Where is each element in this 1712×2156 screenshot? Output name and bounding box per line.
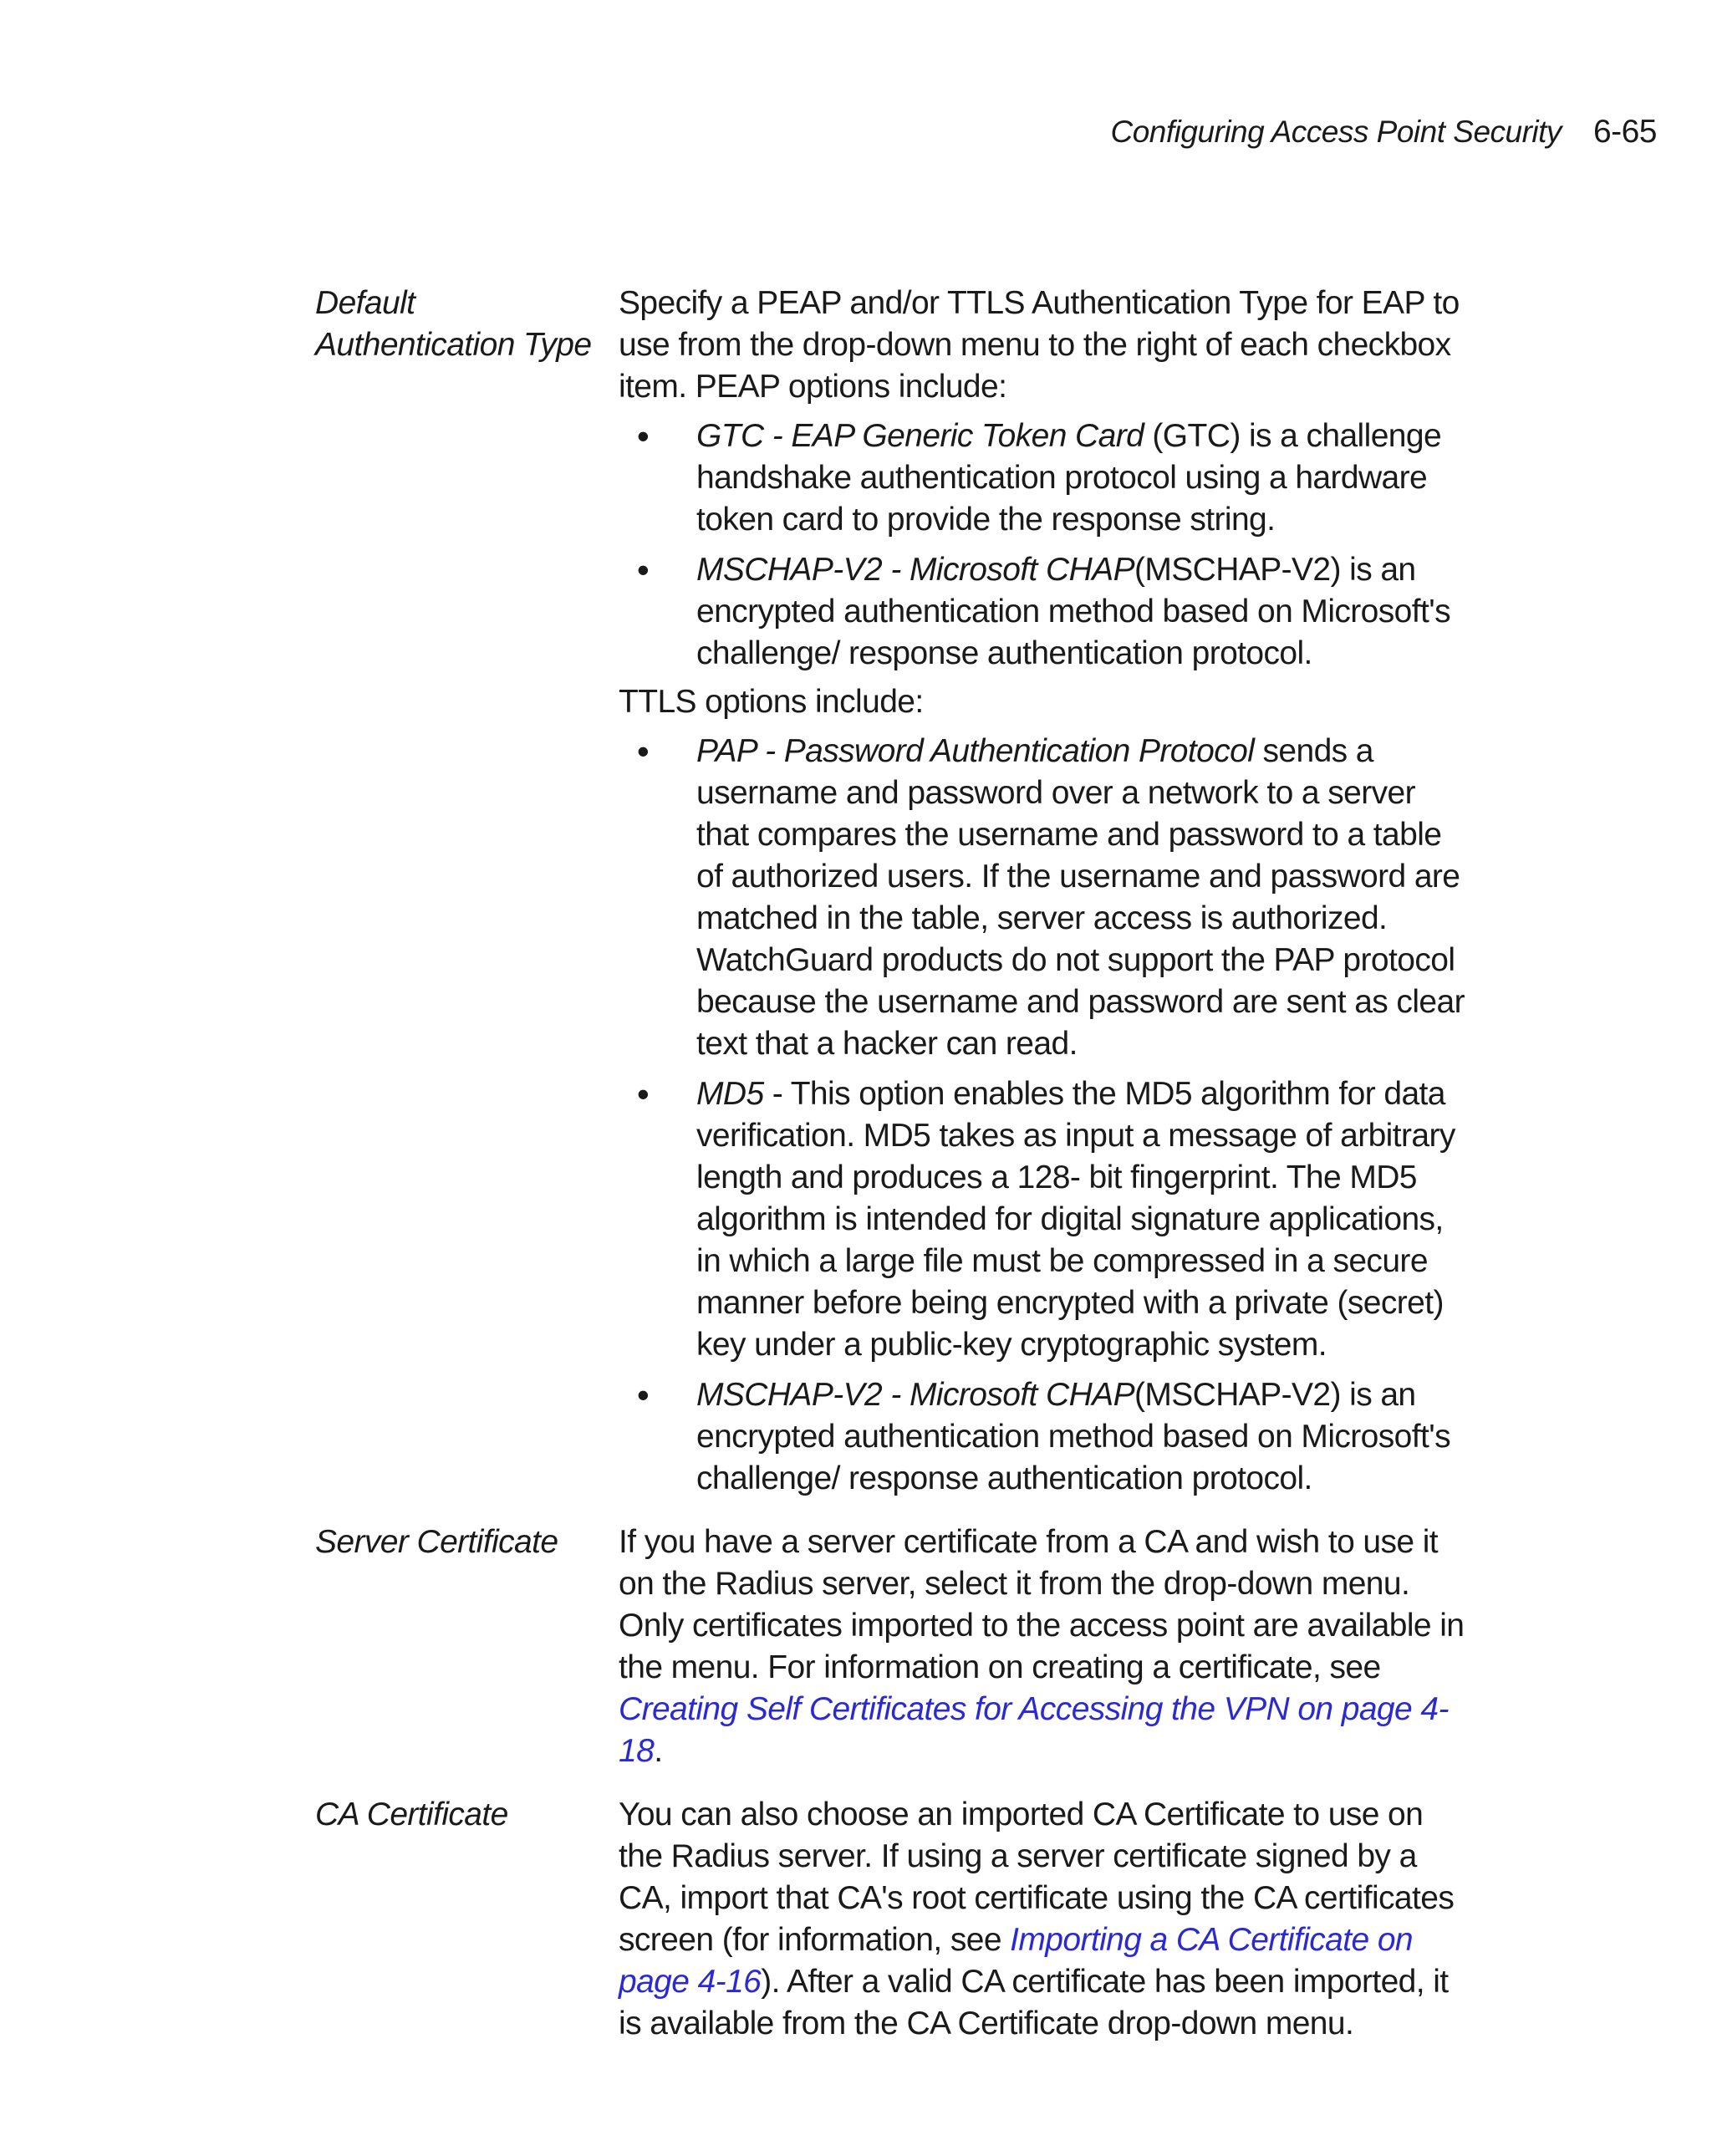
term-line: Default (315, 285, 415, 321)
option-text: (MSCHAP-V2) is an encrypted authentication method based on Microsoft's challenge/ response authentication protocol. (696, 552, 1450, 671)
list-item (619, 1073, 1469, 1366)
option-name: MSCHAP-V2 - Microsoft CHAP (696, 1377, 1134, 1413)
list-item (619, 1374, 1469, 1500)
option-text: (GTC) is a challenge handshake authentication protocol using a hardware token card to provide the response string. (696, 418, 1442, 538)
paragraph-text: If you have a server certificate from a CA and wish to use it on the Radius server, select it from the drop-down menu. Only certificates imported to the access point are available in the menu. For information on creating a certificate, see (619, 1524, 1465, 1685)
ttls-intro: TTLS options include: (619, 684, 924, 720)
option-name: PAP - Password Authentication Protocol (696, 733, 1255, 769)
option-text: (MSCHAP-V2) is an encrypted authentication method based on Microsoft's challenge/ response authentication protocol. (696, 1377, 1450, 1496)
term-ca-certificate: CA Certificate (315, 1797, 508, 1832)
option-name: MSCHAP-V2 - Microsoft CHAP (696, 552, 1134, 588)
running-header (1110, 114, 1657, 150)
term-default-authentication-type (315, 283, 619, 366)
option-text: - This option enables the MD5 algorithm for data verification. MD5 takes as input a message of arbitrary length and produces a 128- bit fingerprint. The MD5 algorithm is intended for digital signature applications, in which a large file must be compressed in a secure manner before being encrypted with a private (secret) key under a public-key cryptographic system. (696, 1076, 1455, 1363)
paragraph-text: . (654, 1733, 663, 1769)
page-number: 6-65 (1592, 114, 1657, 150)
description-ca-certificate (619, 1794, 1469, 2045)
list-item (619, 549, 1469, 675)
option-name: GTC - EAP Generic Token Card (696, 418, 1144, 454)
option-text: sends a username and password over a network to a server that compares the username and password to a table of authorized users. If the username and password are matched in the table, server access is authorized. WatchGuard products do not support the PAP protocol because the username and password are sent as clear text that a hacker can read. (696, 733, 1465, 1062)
entry-server-certificate (315, 1521, 1469, 1772)
paragraph-text: ). After a valid CA certificate has been imported, it is available from the CA Certificate drop-down menu. (619, 1964, 1449, 2041)
term-server-certificate: Server Certificate (315, 1524, 558, 1560)
ca-certificate-paragraph (619, 1794, 1469, 2045)
description-default-authentication-type (619, 283, 1469, 1500)
header-section-title: Configuring Access Point Security (1110, 115, 1562, 149)
peap-intro: Specify a PEAP and/or TTLS Authentication Type for EAP to use from the drop-down menu to the right of each checkbox item. PEAP options include: (619, 285, 1460, 405)
server-certificate-paragraph (619, 1521, 1469, 1772)
entry-default-authentication-type (315, 283, 1469, 1500)
entry-ca-certificate (315, 1794, 1469, 2045)
term-line: Authentication Type (315, 327, 592, 363)
ttls-options-list (619, 731, 1469, 1500)
list-item (619, 415, 1469, 541)
definition-table (315, 283, 1469, 2045)
cross-reference-link-import-ca-certificate[interactable]: Importing a CA Certificate on page 4-16 (619, 1922, 1414, 2000)
option-name: MD5 (696, 1076, 764, 1112)
paragraph-text: You can also choose an imported CA Certificate to use on the Radius server. If using a server certificate signed by a CA, import that CA's root certificate using the CA certificates screen (for information, see (619, 1797, 1455, 1958)
description-server-certificate (619, 1521, 1469, 1772)
peap-options-list (619, 415, 1469, 675)
cross-reference-link-self-certificates[interactable]: Creating Self Certificates for Accessing the VPN on page 4-18 (619, 1691, 1449, 1769)
list-item (619, 731, 1469, 1065)
